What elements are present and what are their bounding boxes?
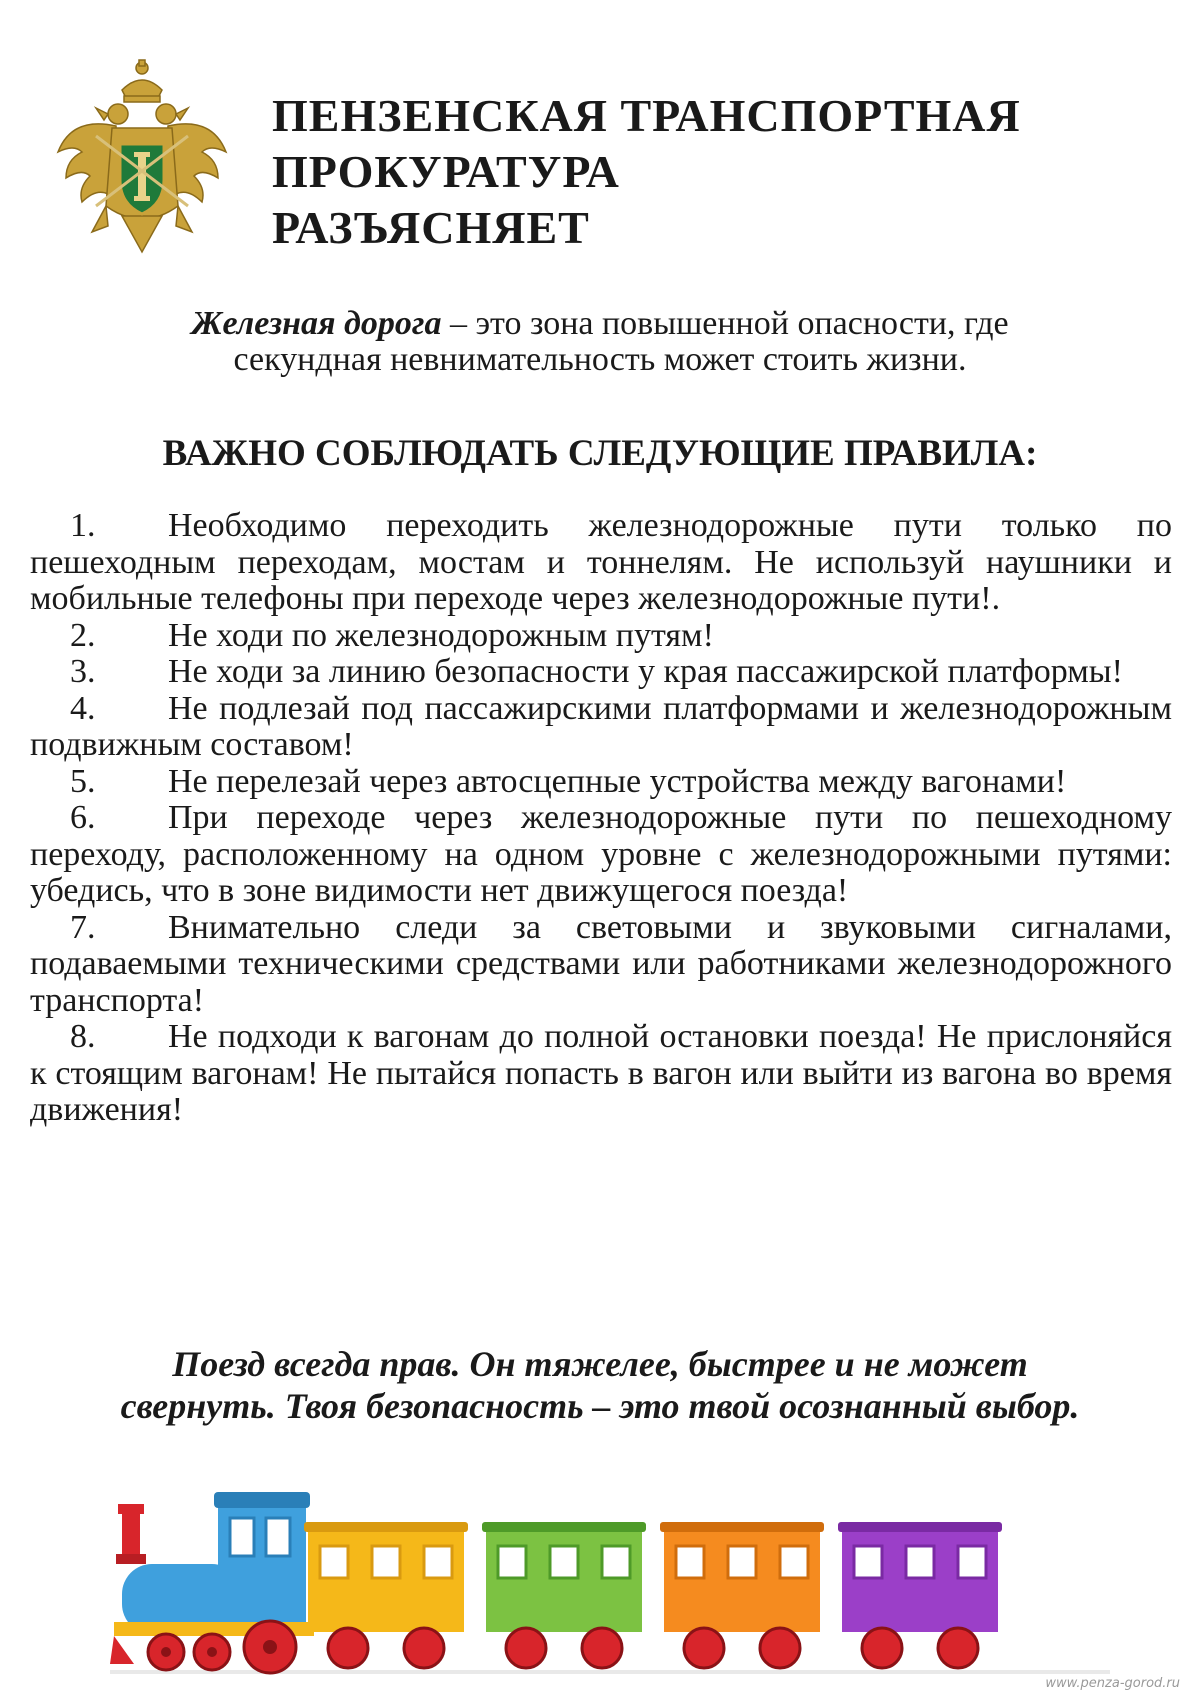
intro-line-1 (60, 306, 1140, 342)
rule-text: Необходимо переходить железнодорожные пути только по пешеходным переходам, мостам и тоннелям. Не используй наушники и мобильные телефоны при переходе через железнодорожные пути!. (30, 507, 1172, 617)
rule-number: 2. (70, 616, 96, 654)
locomotive-icon (110, 1492, 314, 1673)
rule-text: При переходе через железнодорожные пути по пешеходному переходу, расположенному на одном уровне с железнодорожными путями: убедись, что в зоне видимости нет движущегося поезда! (30, 799, 1172, 909)
rule-item (30, 910, 1172, 1020)
rule-item (30, 618, 1172, 655)
wagon-orange-icon (660, 1522, 824, 1668)
toy-train-icon (110, 1492, 1110, 1682)
slogan-line-2: свернуть. Твоя безопасность – это твой осознанный выбор. (120, 1386, 1080, 1426)
rule-number: 6. (70, 799, 96, 836)
rule-number: 7. (70, 908, 96, 946)
intro-term: Железная дорога (191, 305, 442, 342)
rule-text: Не подходи к вагонам до полной остановки поезда! Не прислоняйся к стоящим вагонам! Не пытайся попасть в вагон или выйти из вагона во время движения! (30, 1018, 1172, 1128)
header-line-1: ПЕНЗЕНСКАЯ ТРАНСПОРТНАЯ (272, 90, 1021, 141)
rule-item (30, 654, 1172, 691)
rules-title: ВАЖНО СОБЛЮДАТЬ СЛЕДУЮЩИЕ ПРАВИЛА: (162, 433, 1038, 474)
rule-text: Внимательно следи за световыми и звуковыми сигналами, подаваемыми техническими средствами или работниками железнодорожного транспорта! (30, 908, 1172, 1019)
rule-item (30, 508, 1172, 618)
prosecutor-emblem-icon (52, 56, 232, 256)
rule-item (30, 1019, 1172, 1129)
intro-text-1: – это зона повышенной опасности, где (441, 305, 1009, 342)
page-header (272, 88, 1152, 256)
rule-number: 5. (70, 762, 96, 800)
rule-text: Не ходи за линию безопасности у края пассажирской платформы! (168, 653, 1123, 690)
rule-text: Не перелезай через автосцепные устройства между вагонами! (168, 762, 1067, 800)
rule-number: 4. (70, 689, 96, 727)
safety-slogan (40, 1343, 1160, 1427)
rule-text: Не подлезай под пассажирскими платформами и железнодорожным подвижным составом! (30, 689, 1172, 763)
slogan-line-1: Поезд всегда прав. Он тяжелее, быстрее и не может (172, 1344, 1028, 1384)
rule-text: Не ходи по железнодорожным путям! (168, 616, 714, 654)
watermark: www.penza-gorod.ru (1045, 1676, 1180, 1691)
header-line-3: РАЗЪЯСНЯЕТ (272, 202, 590, 253)
rules-list (30, 508, 1172, 1129)
rule-item (30, 800, 1172, 910)
rule-number: 8. (70, 1018, 96, 1055)
rule-item (30, 691, 1172, 764)
intro-paragraph (60, 306, 1140, 378)
rule-item (30, 764, 1172, 801)
wagon-green-icon (482, 1522, 646, 1668)
rule-number: 3. (70, 653, 96, 690)
wagon-yellow-icon (304, 1522, 468, 1668)
rule-number: 1. (70, 507, 96, 544)
intro-line-2: секундная невнимательность может стоить жизни. (233, 341, 967, 378)
wagon-purple-icon (838, 1522, 1002, 1668)
header-line-2: ПРОКУРАТУРА (272, 146, 620, 197)
